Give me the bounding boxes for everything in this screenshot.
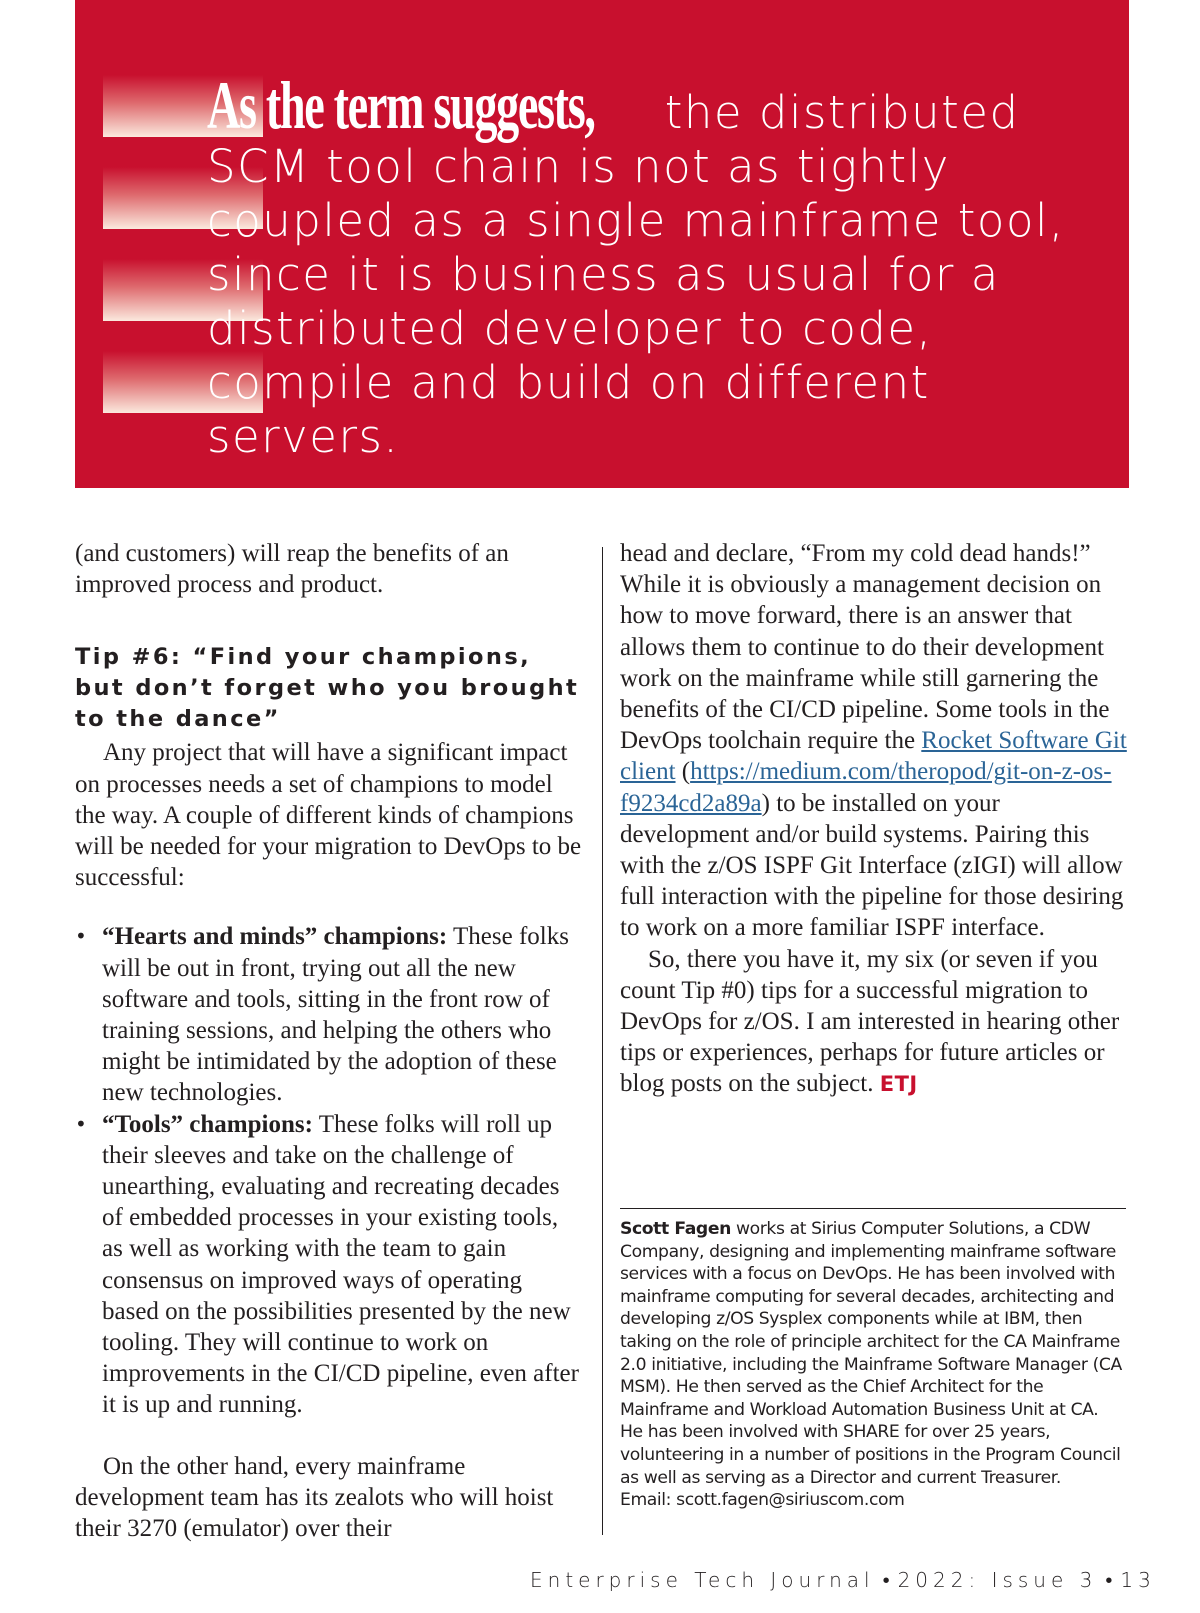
rocket-git-client-link[interactable]: Rocket Software Git client: [620, 727, 1127, 786]
page-footer: [530, 1568, 1156, 1593]
author-bio: [620, 1208, 1126, 1512]
publication-name: Enterprise Tech Journal: [530, 1568, 875, 1592]
tip-heading: Tip #6: “Find your champions, but don’t forget who you brought to the dance”: [75, 644, 580, 733]
list-item-lead: “Tools” champions:: [102, 1110, 313, 1138]
author-name: Scott Fagen: [620, 1219, 731, 1239]
paragraph-text: ) to be installed on your development and/or build systems. Pairing this with the z/OS ISPF Git Interface (zIGI) will allow full interaction with the pipeline for those desiring to work on a more familiar ISPF interface.: [620, 789, 1124, 942]
continued-paragraph: (and customers) will reap the benefits of an improved process and product.: [75, 540, 509, 599]
paragraph-text: head and declare, “From my cold dead hands!” While it is obviously a management decision on how to move forward, there is an answer that allows them to continue to do their development work on the mainframe while still garnering the benefits of the CI/CD pipeline. Some tools in the DevOps toolchain require the: [620, 540, 1110, 755]
list-item-text: These folks will be out in front, trying out all the new software and tools, sitting in the front row of training sessions, and helping the others who might be intimidated by the adoption of these new technologies.: [102, 923, 569, 1107]
pull-quote: [75, 0, 1129, 488]
closing-paragraph: On the other hand, every mainframe development team has its zealots who will hoist their 3270 (emulator) over their: [75, 1452, 554, 1543]
list-item: [75, 921, 585, 1108]
right-column: [620, 538, 1130, 1101]
left-column: [75, 538, 585, 1544]
intro-paragraph: Any project that will have a significant impact on processes needs a set of champions to model the way. A couple of different kinds of champions will be needed for your migration to DevOps to be successful:: [75, 739, 582, 892]
page-number: 13: [1120, 1568, 1156, 1592]
list-item: [75, 1109, 585, 1421]
pull-quote-text: [207, 67, 1087, 464]
medium-url-link[interactable]: https://medium.com/theropod/git-on-z-os-f9234cd2a89a: [620, 758, 1112, 817]
rocket-paragraph: [620, 538, 1130, 944]
bio-text: works at Sirius Computer Solutions, a CDW Company, designing and implementing mainframe software services with a focus on DevOps. He has been involved with mainframe computing for several decades, architecting and developing z/OS Sysplex components while at IBM, then taking on the role of principle architect for the CA Mainframe 2.0 initiative, including the Mainframe Software Manager (CA MSM). He then served as the Chief Architect for the Mainframe and Workload Automation Business Unit at CA. He has been involved with SHARE for over 25 years, volunteering in a number of positions in the Program Council as well as serving as a Director and current Treasurer.: [620, 1219, 1122, 1488]
bullet-separator: •: [1105, 1568, 1113, 1592]
champions-list: [75, 921, 585, 1420]
conclusion-paragraph: [620, 944, 1130, 1101]
list-item-text: These folks will roll up their sleeves and take on the challenge of unearthing, evaluating and recreating decades of embedded processes in your existing tools, as well as working with the team to gain consensus on improved ways of operating based on the possibilities presented by the new tooling. They will continue to work on improvements in the CI/CD pipeline, even after it is up and running.: [102, 1110, 579, 1419]
column-divider: [602, 547, 603, 1535]
bullet-separator: •: [882, 1568, 890, 1592]
pull-quote-lead: As the term suggests,: [207, 67, 595, 143]
issue-label: 2022: Issue 3: [897, 1568, 1098, 1592]
author-email: Email: scott.fagen@siriuscom.com: [620, 1490, 905, 1511]
list-item-lead: “Hearts and minds” champions:: [102, 923, 448, 951]
paren-open: (: [675, 758, 691, 786]
etj-end-mark: ETJ: [879, 1072, 918, 1097]
pull-quote-body: the distributed SCM tool chain is not as tightly coupled as a single mainframe tool, since it is business as usual for a distributed developer to code, compile and build on different servers.: [207, 86, 1065, 463]
paragraph-text: So, there you have it, my six (or seven if you count Tip #0) tips for a successful migration to DevOps for z/OS. I am interested in hearing other tips or experiences, perhaps for future articles or blog posts on the subject.: [620, 945, 1120, 1098]
